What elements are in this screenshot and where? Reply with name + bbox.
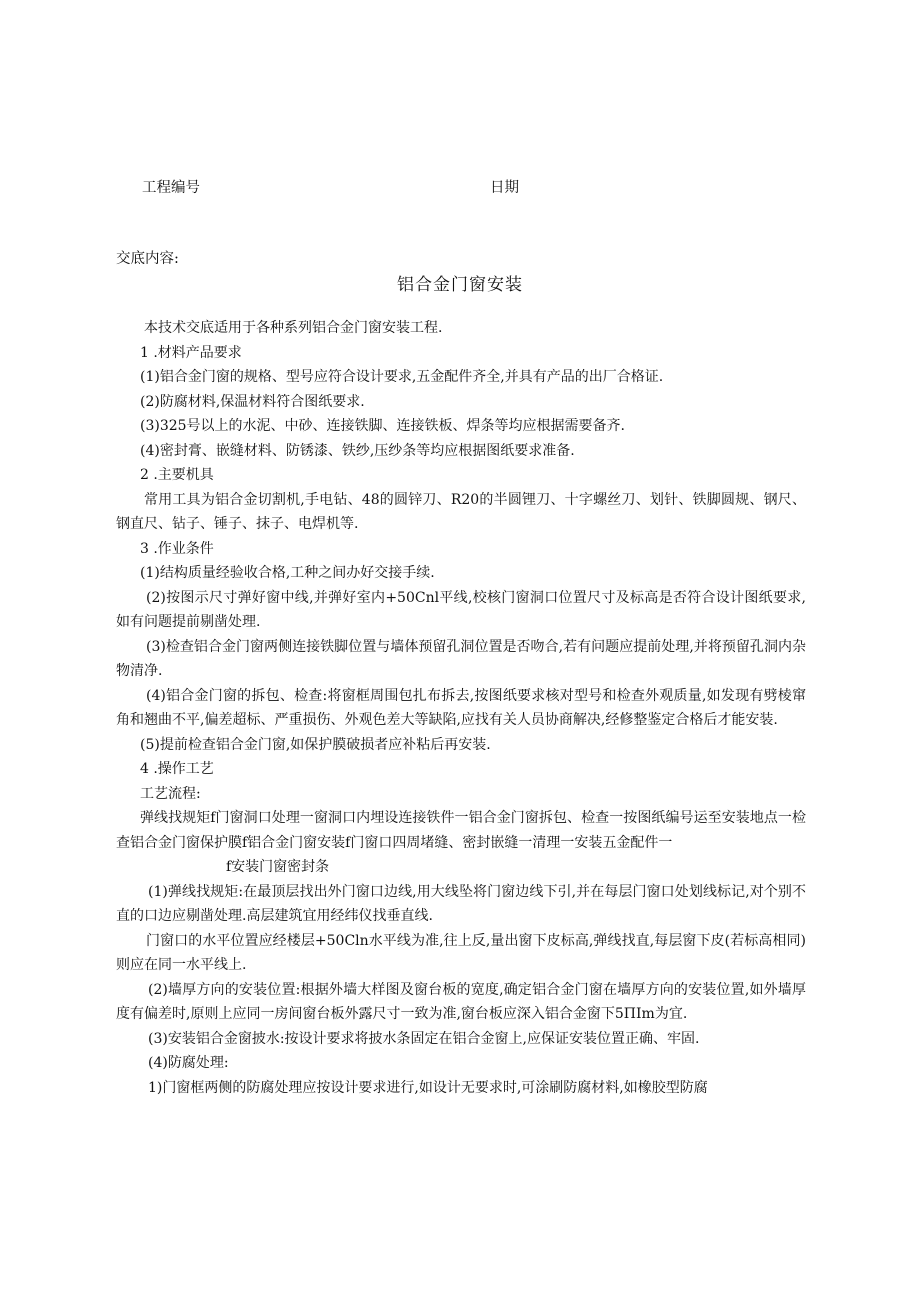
paragraph-condition-2: (2)按图示尺寸弹好窗中线,并弹好室内+50Cnl平线,校核门窗洞口位置尺寸及标高是否符合设计图纸要求,如有问题提前剔凿处理. <box>116 589 806 630</box>
paragraph-material-4: (4)密封膏、嵌缝材料、防锈漆、铁纱,压纱条等均应根据图纸要求准备. <box>140 442 575 459</box>
section-heading-process: 4 .操作工艺 <box>140 761 214 777</box>
briefing-content-label: 交底内容: <box>116 251 179 267</box>
paragraph-step-2: (2)墙厚方向的安装位置:根据外墙大样图及窗台板的宽度,确定铝合金门窗在墙厚方向的安装位置,如外墙厚度有偏差时,原则上应同一房间窗台板外露尺寸一致为准,窗台板应深入铝合金窗下5ΠIm为宜. <box>116 981 806 1022</box>
document-title: 铝合金门窗安装 <box>397 275 523 295</box>
paragraph-scope: 本技术交底适用于各种系列铝合金门窗安装工程. <box>144 320 443 336</box>
paragraph-condition-5: (5)提前检查铝合金门窗,如保护膜破损者应补粘后再安装. <box>140 736 491 753</box>
paragraph-process-flow: 弹线找规矩f门窗洞口处理一窗洞口内埋设连接铁件一铝合金门窗拆包、检查一按图纸编号运至安装地点一检查铝合金门窗保护膜f铝合金门窗安装f门窗口四周堵缝、密封嵌缝一清理一安装五金配件一 <box>116 810 806 851</box>
header-row <box>0 176 920 200</box>
paragraph-material-3: (3)325号以上的水泥、中砂、连接铁脚、连接铁板、焊条等均应根据需要备齐. <box>140 418 626 434</box>
paragraph-process-flow-end: f安装门窗密封条 <box>226 859 330 875</box>
document-body <box>116 316 806 1100</box>
paragraph-material-1: (1)铝合金门窗的规格、型号应符合设计要求,五金配件齐全,并具有产品的出厂合格证. <box>140 369 664 385</box>
section-heading-tools: 2 .主要机具 <box>140 467 214 483</box>
section-heading-materials: 1 .材料产品要求 <box>140 344 242 361</box>
section-heading-conditions: 3 .作业条件 <box>140 540 214 557</box>
date-label: 日期 <box>490 180 519 196</box>
paragraph-condition-4: (4)铝合金门窗的拆包、检查:将窗框周围包扎布拆去,按图纸要求核对型号和检查外观质量,如发现有劈棱窜角和翘曲不平,偏差超标、严重损伤、外观色差大等缺陷,应找有关人员协商解决,经修整鉴定合格后才能安装. <box>116 687 806 728</box>
paragraph-step-4: (4)防腐处理: <box>148 1055 229 1071</box>
paragraph-step-3: (3)安装铝合金窗披水:按设计要求将披水条固定在铝合金窗上,应保证安装位置正确、牢固. <box>148 1030 700 1047</box>
paragraph-process-label: 工艺流程: <box>140 785 201 802</box>
project-number-label: 工程编号 <box>142 180 200 196</box>
paragraph-step-1-note: 门窗口的水平位置应经楼层+50Cln水平线为准,往上反,量出窗下皮标高,弹线找直,每层窗下皮(若标高相同)则应在同一水平线上. <box>116 932 806 973</box>
paragraph-condition-1: (1)结构质量经验收合格,工种之间办好交接手续. <box>140 565 435 581</box>
paragraph-step-4-1: 1)门窗框两侧的防腐处理应按设计要求进行,如设计无要求时,可涂刷防腐材料,如橡胶型防腐 <box>148 1079 708 1096</box>
paragraph-tools: 常用工具为铝合金切割机,手电钻、48的圆锌刀、R20的半圆锂刀、十字螺丝刀、划针、铁脚圆规、钢尺、钢直尺、钻子、锤子、抹子、电焊机等. <box>116 491 806 532</box>
paragraph-material-2: (2)防腐材料,保温材料符合图纸要求. <box>140 393 365 410</box>
paragraph-step-1: (1)弹线找规矩:在最顶层找出外门窗口边线,用大线坠将门窗边线下引,并在每层门窗口处划线标记,对个别不直的口边应剔凿处理.高层建筑宜用经纬仪找垂直线. <box>116 883 806 924</box>
paragraph-condition-3: (3)检查铝合金门窗两侧连接铁脚位置与墙体预留孔洞位置是否吻合,若有问题应提前处理,并将预留孔洞内杂物清净. <box>116 638 806 679</box>
